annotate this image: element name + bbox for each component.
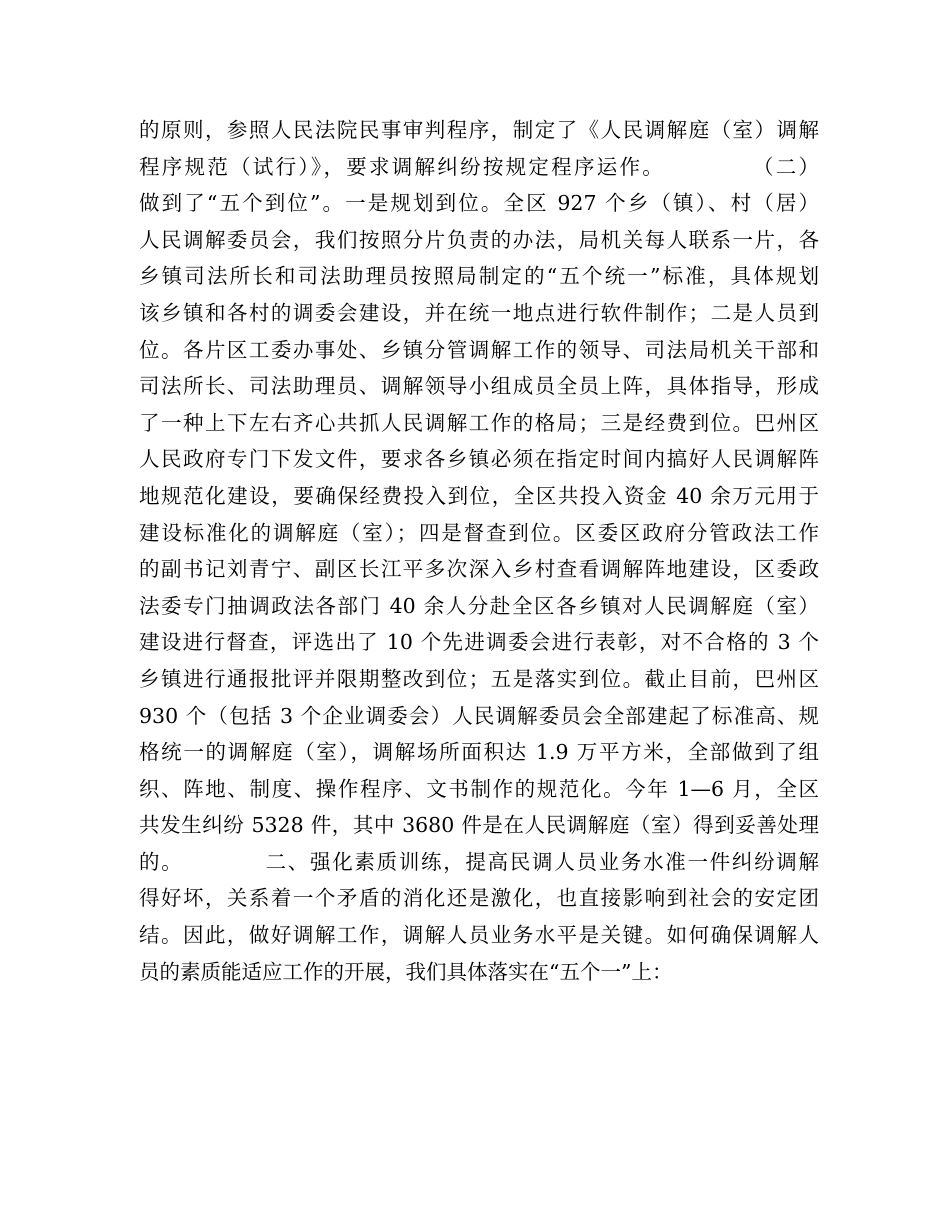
text-line: 共发生纠纷 5328 件，其中 3680 件是在人民调解庭（室）得到妥善处理 bbox=[139, 813, 819, 838]
text-line: 人民调解委员会，我们按照分片负责的办法，局机关每人联系一片，各 bbox=[139, 227, 819, 252]
text-line: 建设标准化的调解庭（室）；四是督查到位。区委区政府分管政法工作 bbox=[139, 520, 819, 545]
text-line: 司法所长、司法助理员、调解领导小组成员全员上阵，具体指导，形成 bbox=[139, 374, 819, 399]
text-line: 人民政府专门下发文件，要求各乡镇必须在指定时间内搞好人民调解阵 bbox=[139, 447, 819, 472]
text-line: 的副书记刘青宁、副区长江平多次深入乡村查看调解阵地建设，区委政 bbox=[139, 557, 819, 582]
text-line: 得好坏，关系着一个矛盾的消化还是激化，也直接影响到社会的安定团 bbox=[139, 886, 819, 911]
text-line: 织、阵地、制度、操作程序、文书制作的规范化。今年 1—6 月，全区 bbox=[139, 776, 819, 801]
text-line: 地规范化建设，要确保经费投入到位，全区共投入资金 40 余万元用于 bbox=[139, 483, 819, 508]
text-line: 员的素质能适应工作的开展，我们具体落实在“五个一”上： bbox=[139, 959, 673, 984]
text-line: 建设进行督查，评选出了 10 个先进调委会进行表彰，对不合格的 3 个 bbox=[139, 630, 819, 655]
text-line: 程序规范（试行）》，要求调解纠纷按规定程序运作。 （二） bbox=[139, 154, 819, 179]
text-line: 法委专门抽调政法各部门 40 余人分赴全区各乡镇对人民调解庭（室） bbox=[139, 593, 819, 618]
text-line: 乡镇进行通报批评并限期整改到位；五是落实到位。截止目前，巴州区 bbox=[139, 666, 819, 691]
text-line: 的原则，参照人民法院民事审判程序，制定了《人民调解庭（室）调解 bbox=[139, 118, 819, 142]
text-line: 乡镇司法所长和司法助理员按照局制定的“五个统一”标准，具体规划 bbox=[139, 264, 819, 289]
text-line: 格统一的调解庭（室），调解场所面积达 1.9 万平方米，全部做到了组 bbox=[139, 740, 819, 765]
text-line: 该乡镇和各村的调委会建设，并在统一地点进行软件制作；二是人员到 bbox=[139, 300, 819, 325]
text-line: 位。各片区工委办事处、乡镇分管调解工作的领导、司法局机关干部和 bbox=[139, 337, 819, 362]
body-text bbox=[139, 112, 819, 990]
text-line: 做到了“五个到位”。一是规划到位。全区 927 个乡（镇）、村（居） bbox=[139, 191, 819, 216]
text-line: 结。因此，做好调解工作，调解人员业务水平是关键。如何确保调解人 bbox=[139, 923, 819, 948]
text-line: 的。 二、强化素质训练，提高民调人员业务水准一件纠纷调解 bbox=[139, 849, 819, 874]
text-line: 930 个（包括 3 个企业调委会）人民调解委员会全部建起了标准高、规 bbox=[139, 703, 819, 728]
text-line: 了一种上下左右齐心共抓人民调解工作的格局；三是经费到位。巴州区 bbox=[139, 410, 819, 435]
